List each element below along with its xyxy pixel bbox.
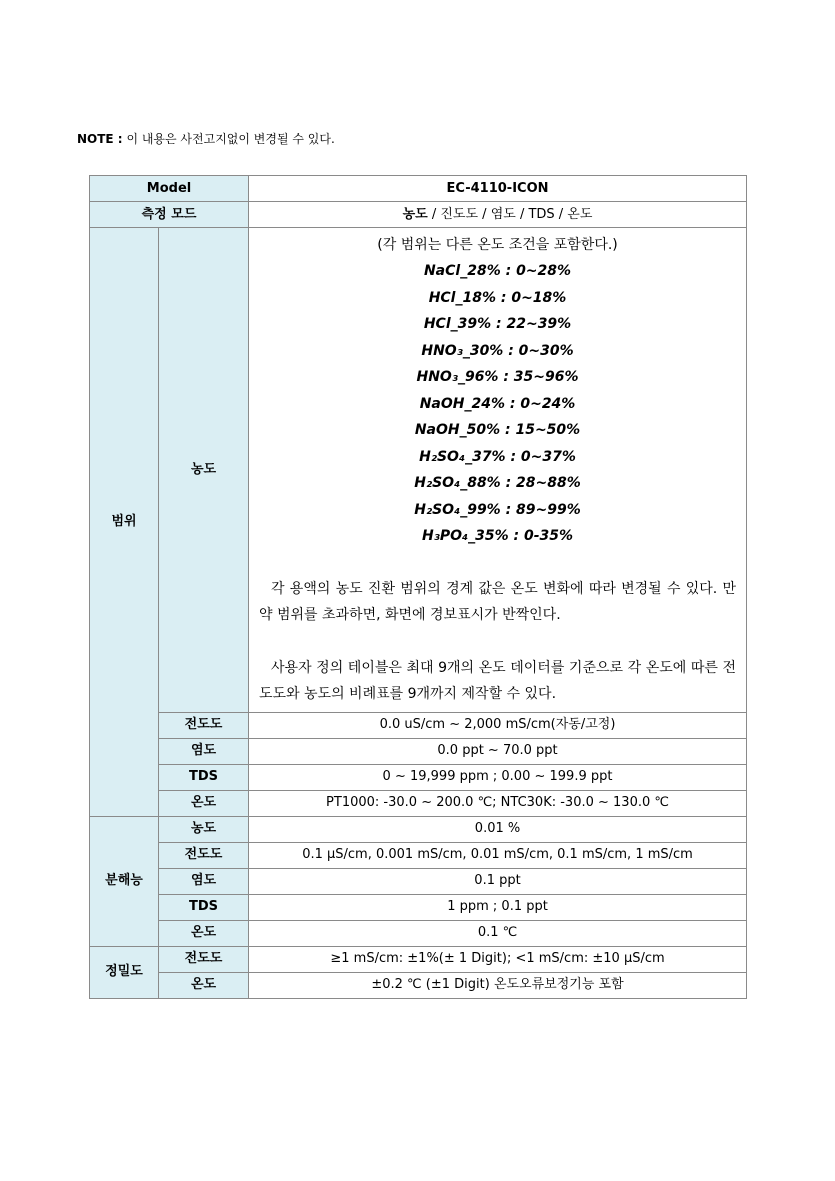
accuracy-temperature-label: 온도 [159,972,249,998]
range-salinity-label: 염도 [159,738,249,764]
range-item: HNO₃_30% : 0~30% [421,342,574,359]
accuracy-label: 정밀도 [90,946,159,998]
range-tds-row [90,764,747,790]
range-item: NaOH_50% : 15~50% [414,422,581,438]
range-item: H₂SO₄_37% : 0~37% [419,448,576,465]
model-row [90,176,747,202]
note-line [77,130,335,147]
range-note-paragraph-2: 사용자 정의 테이블은 최대 9개의 온도 데이터를 기준으로 각 온도에 따른 전도도와 농도의 비례표를 9개까지 제작할 수 있다. [259,659,737,702]
resolution-tds-value: 1 ppm ; 0.1 ppt [249,894,747,920]
range-item: NaOH_24% : 0~24% [419,395,576,412]
resolution-conductivity-label: 전도도 [159,842,249,868]
resolution-temperature-value: 0.1 ℃ [249,920,747,946]
range-conductivity-row [90,712,747,738]
range-list [259,258,736,550]
resolution-concentration-row [90,816,747,842]
range-temperature-value: PT1000: -30.0 ~ 200.0 ℃; NTC30K: -30.0 ~ 130.0 ℃ [249,790,747,816]
accuracy-conductivity-label: 전도도 [159,946,249,972]
resolution-concentration-value: 0.01 % [249,816,747,842]
resolution-salinity-row [90,868,747,894]
range-item: H₂SO₄_88% : 28~88% [414,475,581,491]
range-intro: (각 범위는 다른 온도 조건을 포함한다.) [377,237,618,253]
spec-table [89,175,747,999]
range-conductivity-value: 0.0 uS/cm ~ 2,000 mS/cm(자동/고정) [249,712,747,738]
range-temperature-row [90,790,747,816]
mode-value-bold: 농도 [402,206,428,222]
resolution-temperature-row [90,920,747,946]
accuracy-temperature-row [90,972,747,998]
mode-label: 측정 모드 [90,202,249,228]
range-label: 범위 [90,228,159,817]
range-item: NaCl_28% : 0~28% [423,263,572,279]
range-item: HNO₃_96% : 35~96% [416,369,579,385]
range-tds-label: TDS [159,764,249,790]
resolution-salinity-value: 0.1 ppt [249,868,747,894]
range-item: H₃PO₄_35% : 0-35% [421,528,574,544]
range-concentration-label: 농도 [159,228,249,713]
accuracy-conductivity-value: ≥1 mS/cm: ±1%(± 1 Digit); <1 mS/cm: ±10 μS/cm [249,946,747,972]
range-concentration-row [90,228,747,713]
mode-value [249,202,747,228]
note-label: NOTE : [77,132,123,146]
model-value: EC-4110-ICON [249,176,747,202]
range-concentration-cell [249,228,747,713]
resolution-tds-row [90,894,747,920]
model-label: Model [90,176,249,202]
range-item: H₂SO₄_99% : 89~99% [414,501,581,518]
mode-value-rest: / 진도도 / 염도 / TDS / 온도 [427,206,593,222]
range-salinity-row [90,738,747,764]
note-text: 이 내용은 사전고지없이 변경될 수 있다. [126,132,335,146]
range-salinity-value: 0.0 ppt ~ 70.0 ppt [249,738,747,764]
accuracy-conductivity-row [90,946,747,972]
accuracy-temperature-value: ±0.2 ℃ (±1 Digit) 온도오류보정기능 포함 [249,972,747,998]
range-item: HCl_39% : 22~39% [423,316,572,332]
resolution-conductivity-row [90,842,747,868]
resolution-salinity-label: 염도 [159,868,249,894]
range-item: HCl_18% : 0~18% [428,289,567,306]
range-tds-value: 0 ~ 19,999 ppm ; 0.00 ~ 199.9 ppt [249,764,747,790]
resolution-label: 분해능 [90,816,159,946]
mode-row [90,202,747,228]
range-temperature-label: 온도 [159,790,249,816]
resolution-concentration-label: 농도 [159,816,249,842]
range-note-paragraph-1: 각 용액의 농도 진환 범위의 경계 값은 온도 변화에 따라 변경될 수 있다. 만약 범위를 초과하면, 화면에 경보표시가 반짝인다. [259,580,737,623]
resolution-tds-label: TDS [159,894,249,920]
resolution-conductivity-value: 0.1 μS/cm, 0.001 mS/cm, 0.01 mS/cm, 0.1 mS/cm, 1 mS/cm [249,842,747,868]
resolution-temperature-label: 온도 [159,920,249,946]
range-conductivity-label: 전도도 [159,712,249,738]
